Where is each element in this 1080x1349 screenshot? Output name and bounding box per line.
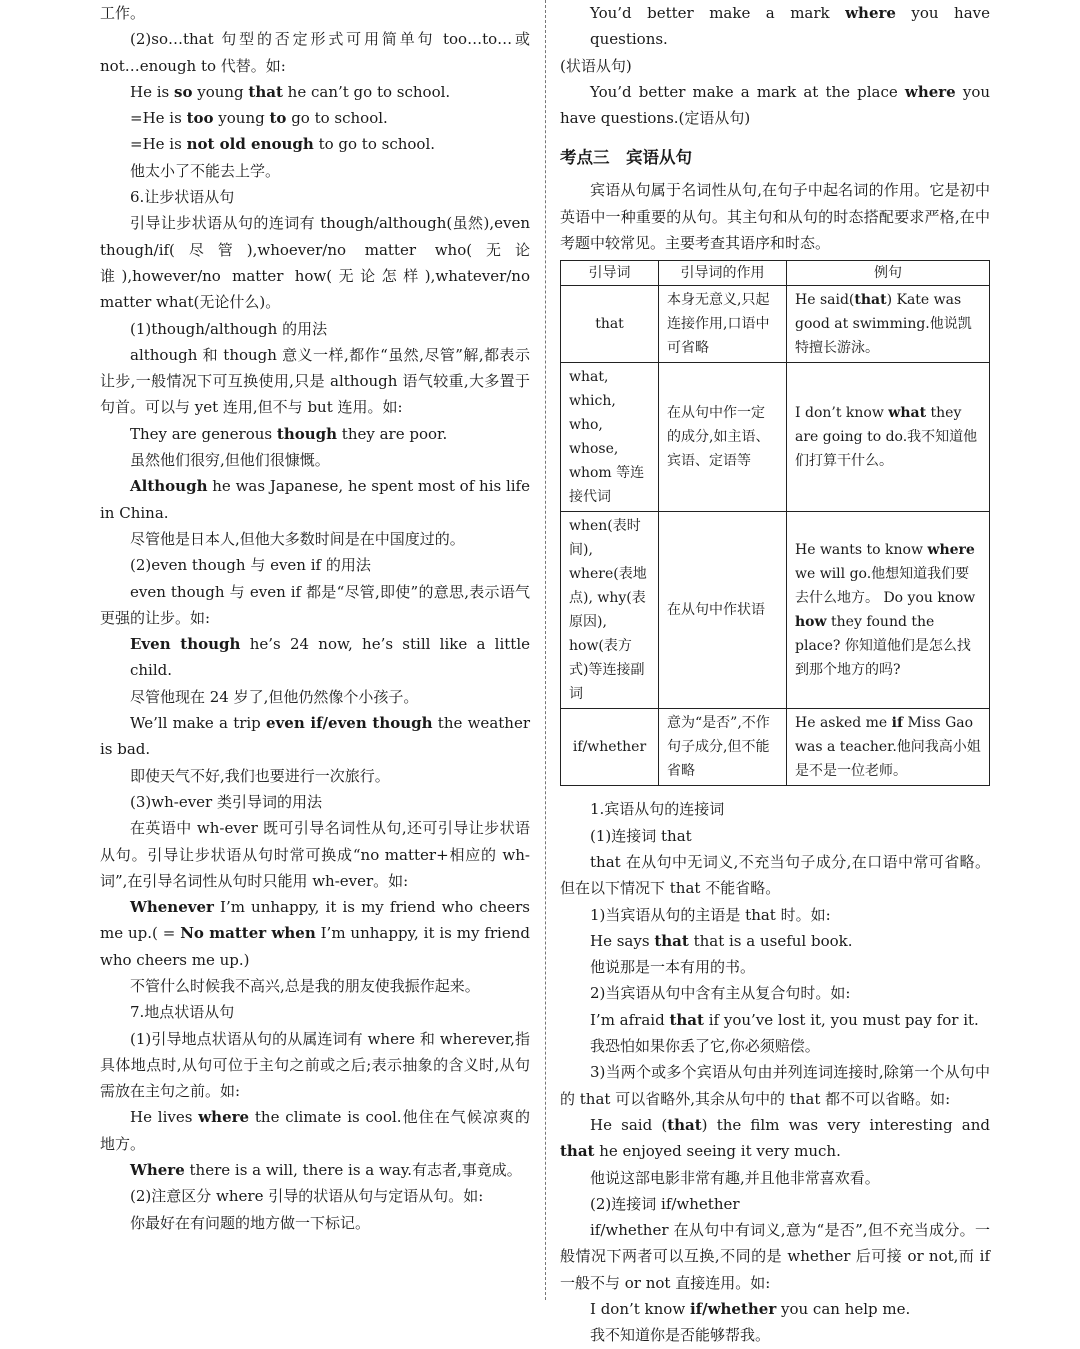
cell-conjunction — [561, 286, 659, 363]
cell-conjunction — [561, 512, 659, 709]
paragraph — [100, 684, 530, 710]
text-run: 引导让步状语从句的连词有 though/although(虽然),even though/if(尽管),whoever/no matter who(无论谁),however/no matter how(无论怎样),whatever/no matter what(无论什么)。 — [100, 214, 530, 312]
cell-example — [787, 512, 990, 709]
text-run: if/whether 在从句中有词义,意为“是否”,但不充当成分。一般情况下两者可以互换,不同的是 whether 后可接 or not,而 if 一般不与 or not 直接连用。如: — [560, 1221, 990, 1292]
text-run: 在从句中作一定的成分,如主语、宾语、定语等 — [667, 405, 770, 470]
paragraph — [560, 849, 990, 902]
text-run: when(表时间), where(表地点), why(表原因), how(表方式)等连接副词 — [569, 518, 647, 703]
paragraph — [100, 184, 530, 210]
text-run: ) Kate was good at swimming.他说凯特擅长游泳。 — [795, 292, 972, 357]
text-run: if/whether — [572, 739, 647, 756]
paragraph — [560, 1296, 990, 1322]
text-run: 在从句中作状语 — [667, 602, 765, 619]
bold-keyword: where — [927, 542, 975, 559]
bold-keyword: too — [186, 109, 214, 128]
right-column — [560, 0, 990, 1349]
text-run: He wants to know — [795, 542, 928, 559]
paragraph — [100, 316, 530, 342]
paragraph — [560, 79, 990, 132]
text-run: (1)though/although 的用法 — [130, 319, 328, 338]
paragraph — [100, 1183, 530, 1209]
paragraph — [560, 1059, 990, 1112]
bold-keyword: to — [269, 109, 287, 128]
text-run: 1)当宾语从句的主语是 that 时。如: — [590, 905, 831, 924]
text-run: He is — [130, 82, 174, 101]
bold-keyword: that — [248, 82, 283, 101]
text-run: They are generous — [130, 424, 277, 443]
text-run: young — [192, 82, 249, 101]
paragraph — [560, 1007, 990, 1033]
text-run: He said ( — [590, 1115, 668, 1134]
text-run: 7.地点状语从句 — [130, 1003, 235, 1022]
bold-keyword: that — [667, 1115, 702, 1134]
text-run: Miss Gao was a teacher.他问我高小姐是不是一位老师。 — [795, 715, 981, 780]
paragraph — [560, 0, 990, 53]
paragraph — [100, 26, 530, 79]
column-divider — [545, 0, 546, 1300]
bold-keyword: how — [795, 614, 827, 631]
text-run: ) the film was very interesting and — [701, 1115, 990, 1134]
paragraph — [560, 1217, 990, 1296]
paragraph — [100, 1157, 530, 1183]
text-run: I don’t know — [795, 405, 889, 422]
text-run: that — [595, 316, 624, 333]
paragraph — [560, 902, 990, 928]
text-run: He lives — [130, 1108, 199, 1127]
text-run: (1)连接词 that — [590, 826, 692, 845]
text-run: (1)引导地点状语从句的从属连词有 where 和 wherever,指具体地点时,从句可位于主句之前或之后;表示抽象的含义时,从句需放在主句之前。如: — [100, 1029, 530, 1101]
paragraph — [100, 1104, 530, 1157]
paragraph — [100, 526, 530, 552]
text-run: go to school. — [286, 109, 388, 128]
bold-keyword: Where — [130, 1161, 185, 1180]
paragraph — [100, 552, 530, 578]
bold-keyword: Although — [130, 477, 208, 496]
paragraph — [100, 631, 530, 684]
text-run: he enjoyed seeing it very much. — [594, 1142, 841, 1161]
text-run: 不管什么时候我不高兴,总是我的朋友使我振作起来。 — [130, 976, 480, 995]
paragraph — [100, 894, 530, 973]
table-header: 例句 — [787, 261, 990, 286]
text-run: young — [213, 109, 270, 128]
left-column — [100, 0, 530, 1236]
bold-keyword: so — [174, 82, 193, 101]
cell-example — [787, 709, 990, 786]
text-run: 工作。 — [100, 4, 146, 22]
text-run: 即使天气不好,我们也要进行一次旅行。 — [130, 766, 390, 785]
bold-keyword: that — [654, 931, 689, 950]
text-run: 我不知道你是否能够帮我。 — [590, 1326, 771, 1345]
text-run: if you’ve lost it, you must pay for it. — [703, 1010, 979, 1029]
table-body — [561, 286, 990, 786]
paragraph — [560, 796, 990, 822]
text-run: the weather is bad. — [100, 714, 530, 759]
text-run: he’s 24 now, he’s still like a little child. — [130, 635, 530, 680]
paragraph — [100, 1210, 530, 1236]
text-run: 尽管他是日本人,但他大多数时间是在中国度过的。 — [130, 529, 465, 548]
bold-keyword: though — [276, 424, 338, 443]
bold-keyword: Whenever — [130, 898, 214, 917]
conjunction-table — [560, 260, 990, 786]
cell-function — [659, 363, 787, 512]
paragraph — [100, 763, 530, 789]
paragraph — [100, 789, 530, 815]
text-run: 你最好在有问题的地方做一下标记。 — [130, 1213, 371, 1232]
text-run: the climate is cool.他住在气候凉爽的地方。 — [100, 1108, 531, 1153]
text-run: (2)so…that 句型的否定形式可用简单句 too…to…或 not…enough to 代替。如: — [100, 30, 530, 75]
text-run: 虽然他们很穷,但他们很慷慨。 — [130, 451, 330, 470]
text-run: 6.让步状语从句 — [130, 188, 235, 207]
text-run: that 在从句中无词义,不充当句子成分,在口语中常可省略。但在以下情况下 that 不能省略。 — [560, 852, 990, 898]
cell-function — [659, 286, 787, 363]
text-run: you have questions. — [590, 4, 991, 49]
text-run: 他说这部电影非常有趣,并且他非常喜欢看。 — [590, 1168, 880, 1187]
table-row — [561, 363, 990, 512]
text-run: we will go.他想知道我们要去什么地方。 Do you know — [795, 566, 976, 607]
paragraph — [560, 823, 990, 849]
cell-conjunction — [561, 363, 659, 512]
text-run: to go to school. — [313, 135, 436, 154]
text-run: (状语从句) — [560, 56, 632, 75]
bold-keyword: where — [198, 1108, 250, 1127]
cell-example — [787, 363, 990, 512]
paragraph — [100, 210, 530, 315]
paragraph — [560, 1191, 990, 1217]
bold-keyword: that — [669, 1010, 704, 1029]
bold-keyword: that — [854, 292, 887, 309]
paragraph — [560, 1033, 990, 1059]
table-header: 引导词的作用 — [659, 261, 787, 286]
text-run: (2)连接词 if/whether — [590, 1194, 740, 1213]
text-run: what, which, who, whose, whom 等连接代词 — [569, 369, 645, 506]
section-intro — [560, 177, 990, 256]
text-run: you have questions.(定语从句) — [560, 82, 991, 128]
text-run: 他太小了不能去上学。 — [130, 161, 281, 180]
cell-example — [787, 286, 990, 363]
paragraph — [100, 815, 530, 894]
text-run: 尽管他现在 24 岁了,但他仍然像个小孩子。 — [130, 687, 419, 706]
text-run: 宾语从句属于名词性从句,在句子中起名词的作用。它是初中英语中一种重要的从句。其主句和从句的时态搭配要求严格,在中考题中较常见。主要考查其语序和时态。 — [560, 181, 990, 253]
right-bottom-text — [560, 796, 990, 1348]
paragraph — [100, 0, 530, 26]
cell-function — [659, 709, 787, 786]
text-run: 1.宾语从句的连接词 — [590, 800, 725, 819]
text-run: you can help me. — [776, 1300, 911, 1319]
bold-keyword: that — [560, 1142, 595, 1161]
text-run: He says — [590, 931, 655, 950]
bold-keyword: if — [891, 715, 904, 732]
paragraph — [560, 1322, 990, 1348]
cell-conjunction — [561, 709, 659, 786]
text-run: he can’t go to school. — [282, 82, 451, 101]
text-run: (2)注意区分 where 引导的状语从句与定语从句。如: — [130, 1187, 484, 1206]
bold-keyword: not old enough — [186, 135, 314, 154]
text-run: You’d better make a mark — [590, 4, 846, 22]
text-run: 意为“是否”,不作句子成分,但不能省略 — [667, 715, 770, 780]
text-run: they are poor. — [337, 424, 448, 443]
paragraph — [100, 710, 530, 763]
table-row — [561, 512, 990, 709]
text-run: He said( — [795, 292, 855, 309]
bold-keyword: where — [845, 4, 896, 22]
paragraph — [100, 342, 530, 421]
table-row — [561, 286, 990, 363]
text-run: You’d better make a mark at the place — [590, 82, 905, 101]
text-run: they are going to do.我不知道他们打算干什么。 — [795, 405, 978, 470]
text-run: I’m unhappy, it is my friend who cheers me up.) — [100, 924, 530, 969]
text-run: even though 与 even if 都是“尽管,即使”的意思,表示语气更强的让步。如: — [100, 582, 530, 627]
table-header-row — [561, 261, 990, 286]
text-run: (3)wh-ever 类引导词的用法 — [130, 792, 322, 811]
paragraph — [100, 131, 530, 157]
text-run: he was Japanese, he spent most of his life in China. — [100, 477, 530, 522]
table-row — [561, 709, 990, 786]
text-run: there is a will, there is a way.有志者,事竟成。 — [184, 1161, 522, 1180]
bold-keyword: what — [888, 405, 927, 422]
text-run: 他说那是一本有用的书。 — [590, 958, 756, 977]
text-run: We’ll make a trip — [130, 714, 267, 733]
paragraph — [560, 980, 990, 1006]
paragraph — [100, 473, 530, 526]
text-run: I’m afraid — [590, 1010, 670, 1029]
paragraph — [100, 579, 530, 632]
paragraph — [560, 53, 990, 79]
text-run: I don’t know — [590, 1300, 690, 1319]
paragraph — [100, 973, 530, 999]
paragraph — [560, 1165, 990, 1191]
paragraph — [100, 79, 530, 105]
table-header: 引导词 — [561, 261, 659, 286]
paragraph — [560, 177, 990, 256]
text-run: He asked me — [795, 715, 892, 732]
paragraph — [100, 447, 530, 473]
bold-keyword: No matter when — [180, 924, 316, 943]
text-run: =He is — [130, 135, 187, 154]
text-run: although 和 though 意义一样,都作“虽然,尽管”解,都表示让步,一般情况下可互换使用,只是 although 语气较重,大多置于句首。可以与 yet 连用,但不与 but 连用。如: — [100, 345, 530, 417]
paragraph — [100, 421, 530, 447]
bold-keyword: Even though — [130, 635, 241, 654]
text-run: =He is — [130, 109, 187, 128]
text-run: 2)当宾语从句中含有主从复合句时。如: — [590, 984, 851, 1003]
text-run: 本身无意义,只起连接作用,口语中可省略 — [667, 292, 770, 357]
paragraph — [100, 158, 530, 184]
text-run: 我恐怕如果你丢了它,你必须赔偿。 — [590, 1037, 820, 1056]
bold-keyword: if/whether — [689, 1300, 777, 1319]
paragraph — [560, 928, 990, 954]
paragraph — [560, 954, 990, 980]
text-run: (2)even though 与 even if 的用法 — [130, 556, 371, 575]
text-run: 3)当两个或多个宾语从句由并列连词连接时,除第一个从句中的 that 可以省略外,其余从句中的 that 都不可以省略。如: — [560, 1063, 990, 1108]
bold-keyword: even if/even though — [266, 714, 433, 733]
text-run: that is a useful book. — [688, 931, 853, 950]
cell-function — [659, 512, 787, 709]
section-title: 考点三 宾语从句 — [560, 148, 692, 168]
paragraph — [100, 1026, 530, 1105]
paragraph — [100, 999, 530, 1025]
paragraph — [560, 1112, 990, 1165]
text-run: I’m unhappy, it is my friend who cheers me up.( = — [100, 898, 530, 943]
right-top-text — [560, 0, 990, 131]
bold-keyword: where — [904, 82, 956, 101]
text-run: 在英语中 wh-ever 既可引导名词性从句,还可引导让步状语从句。引导让步状语从句时常可换成“no matter+相应的 wh-词”,在引导名词性从句时只能用 wh-ever。如: — [100, 819, 530, 890]
paragraph — [100, 105, 530, 131]
text-run: they found the place? 你知道他们是怎么找到那个地方的吗? — [795, 614, 971, 679]
